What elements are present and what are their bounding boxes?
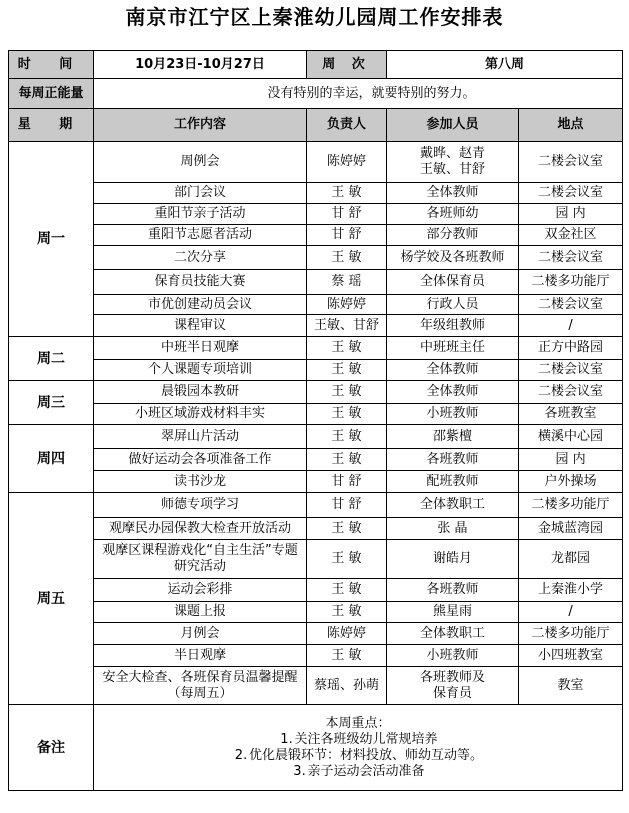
location: 小四班教室 <box>519 645 623 667</box>
work-content: 部门会议 <box>94 183 307 204</box>
table-row <box>9 183 623 204</box>
day-label: 周四 <box>9 425 94 493</box>
table-row <box>9 493 623 518</box>
owner: 陈婷婷 <box>307 142 387 183</box>
page-title: 南京市江宁区上秦淮幼儿园周工作安排表 <box>125 5 504 29</box>
table-row <box>9 360 623 381</box>
participants: 小班教师 <box>387 404 519 425</box>
participants: 熊星雨 <box>387 602 519 623</box>
owner: 甘 舒 <box>307 471 387 493</box>
location: 户外操场 <box>519 471 623 493</box>
location: 各班教室 <box>519 404 623 425</box>
work-content: 二次分享 <box>94 246 307 270</box>
work-content: 保育员技能大赛 <box>94 270 307 295</box>
owner: 甘 舒 <box>307 204 387 225</box>
notes-item <box>97 764 619 780</box>
table-row <box>9 225 623 246</box>
location: 正方中路园 <box>519 337 623 360</box>
table-row <box>9 449 623 471</box>
work-content: 个人课题专项培训 <box>94 360 307 381</box>
notes-item <box>97 748 619 764</box>
notes-item <box>97 732 619 748</box>
work-content: 市优创建动员会议 <box>94 295 307 315</box>
table-row <box>9 471 623 493</box>
participants: 各班教师 <box>387 579 519 602</box>
work-content: 读书沙龙 <box>94 471 307 493</box>
table-row <box>9 602 623 623</box>
work-content: 安全大检查、各班保育员温馨提醒（每周五） <box>94 667 307 705</box>
day-label: 周二 <box>9 337 94 381</box>
owner: 王 敏 <box>307 602 387 623</box>
owner: 王 敏 <box>307 404 387 425</box>
location: 二楼会议室 <box>519 183 623 204</box>
table-row <box>9 579 623 602</box>
col-owner: 负责人 <box>307 109 387 142</box>
owner: 王 敏 <box>307 246 387 270</box>
owner: 王敏、甘舒 <box>307 315 387 337</box>
work-content: 小班区域游戏材料丰实 <box>94 404 307 425</box>
owner: 甘 舒 <box>307 225 387 246</box>
owner: 王 敏 <box>307 645 387 667</box>
work-content: 重阳节亲子活动 <box>94 204 307 225</box>
notes-item-text: 亲子运动会活动准备 <box>307 763 425 779</box>
table-row <box>9 667 623 705</box>
energy-label: 每周正能量 <box>9 79 94 109</box>
location: 二楼多功能厅 <box>519 623 623 645</box>
participants: 张 晶 <box>387 518 519 540</box>
participants: 杨学姣及各班教师 <box>387 246 519 270</box>
notes-item-number: 2. <box>234 747 248 763</box>
notes-label: 备注 <box>9 705 94 791</box>
owner: 王 敏 <box>307 425 387 449</box>
work-content: 晨锻园本教研 <box>94 381 307 404</box>
table-row <box>9 623 623 645</box>
participants: 谢皓月 <box>387 540 519 579</box>
table-row <box>9 518 623 540</box>
schedule-table <box>8 50 623 791</box>
notes-item-text: 优化晨锻环节：材料投放、师幼互动等。 <box>249 747 484 763</box>
participants: 配班教师 <box>387 471 519 493</box>
owner: 王 敏 <box>307 381 387 404</box>
work-content: 课程审议 <box>94 315 307 337</box>
location: 上秦淮小学 <box>519 579 623 602</box>
location: 龙都园 <box>519 540 623 579</box>
owner: 蔡 瑶 <box>307 270 387 295</box>
table-row <box>9 381 623 404</box>
location: 横溪中心园 <box>519 425 623 449</box>
notes-heading: 本周重点： <box>325 715 391 731</box>
participants: 中班班主任 <box>387 337 519 360</box>
work-content: 运动会彩排 <box>94 579 307 602</box>
notes-content <box>94 705 623 791</box>
location: 二楼多功能厅 <box>519 493 623 518</box>
table-row <box>9 246 623 270</box>
table-row <box>9 645 623 667</box>
notes-item-number: 3. <box>293 763 306 779</box>
participants: 各班教师 <box>387 449 519 471</box>
col-content: 工作内容 <box>94 109 307 142</box>
work-content: 重阳节志愿者活动 <box>94 225 307 246</box>
day-label: 周一 <box>9 142 94 337</box>
owner: 王 敏 <box>307 518 387 540</box>
work-content: 半日观摩 <box>94 645 307 667</box>
work-content: 观摩区课程游戏化“自主生活”专题研究活动 <box>94 540 307 579</box>
work-content: 月例会 <box>94 623 307 645</box>
location: / <box>519 315 623 337</box>
notes-row <box>9 705 623 791</box>
table-row <box>9 425 623 449</box>
location: 金城蓝湾园 <box>519 518 623 540</box>
owner: 王 敏 <box>307 579 387 602</box>
participants: 部分教师 <box>387 225 519 246</box>
notes-item-text: 关注各班级幼儿常规培养 <box>294 731 438 747</box>
work-content: 中班半日观摩 <box>94 337 307 360</box>
work-content: 做好运动会各项准备工作 <box>94 449 307 471</box>
owner: 陈婷婷 <box>307 295 387 315</box>
participants: 小班教师 <box>387 645 519 667</box>
location: 双金社区 <box>519 225 623 246</box>
table-row <box>9 540 623 579</box>
participants: 各班教师及 保育员 <box>387 667 519 705</box>
location: 二楼会议室 <box>519 295 623 315</box>
table-row <box>9 337 623 360</box>
col-participants: 参加人员 <box>387 109 519 142</box>
participants: 全体教师 <box>387 381 519 404</box>
participants: 各班师幼 <box>387 204 519 225</box>
location: 二楼多功能厅 <box>519 270 623 295</box>
owner: 甘 舒 <box>307 493 387 518</box>
owner: 蔡瑶、孙萌 <box>307 667 387 705</box>
location: 二楼会议室 <box>519 246 623 270</box>
participants: 行政人员 <box>387 295 519 315</box>
participants: 全体教师 <box>387 360 519 381</box>
table-row <box>9 142 623 183</box>
energy-row <box>9 79 623 109</box>
table-row <box>9 295 623 315</box>
participants: 年级组教师 <box>387 315 519 337</box>
column-header-row <box>9 109 623 142</box>
participants: 全体教师 <box>387 183 519 204</box>
table-row <box>9 204 623 225</box>
work-content: 翠屏山片活动 <box>94 425 307 449</box>
time-label: 时 间 <box>9 51 94 79</box>
day-label: 周三 <box>9 381 94 425</box>
owner: 王 敏 <box>307 337 387 360</box>
owner: 王 敏 <box>307 449 387 471</box>
owner: 王 敏 <box>307 183 387 204</box>
participants: 戴晔、赵青 王敏、甘舒 <box>387 142 519 183</box>
owner: 王 敏 <box>307 360 387 381</box>
work-content: 周例会 <box>94 142 307 183</box>
week-label: 周 次 <box>307 51 387 79</box>
table-row <box>9 270 623 295</box>
col-day: 星 期 <box>9 109 94 142</box>
participants: 全体保育员 <box>387 270 519 295</box>
participants: 邵紫檀 <box>387 425 519 449</box>
location: 二楼会议室 <box>519 142 623 183</box>
week-value: 第八周 <box>387 51 623 79</box>
work-content: 观摩民办园保教大检查开放活动 <box>94 518 307 540</box>
location: 二楼会议室 <box>519 381 623 404</box>
time-value: 10月23日-10月27日 <box>94 51 307 79</box>
location: 园 内 <box>519 204 623 225</box>
day-label: 周五 <box>9 493 94 705</box>
location: / <box>519 602 623 623</box>
work-content: 课题上报 <box>94 602 307 623</box>
col-location: 地点 <box>519 109 623 142</box>
location: 教室 <box>519 667 623 705</box>
header-row <box>9 51 623 79</box>
location: 园 内 <box>519 449 623 471</box>
owner: 陈婷婷 <box>307 623 387 645</box>
work-content: 师德专项学习 <box>94 493 307 518</box>
energy-text: 没有特别的幸运，就要特别的努力。 <box>94 79 623 109</box>
location: 二楼会议室 <box>519 360 623 381</box>
table-row <box>9 404 623 425</box>
notes-item-number: 1. <box>280 731 293 747</box>
table-row <box>9 315 623 337</box>
participants: 全体教职工 <box>387 493 519 518</box>
owner: 王 敏 <box>307 540 387 579</box>
participants: 全体教职工 <box>387 623 519 645</box>
